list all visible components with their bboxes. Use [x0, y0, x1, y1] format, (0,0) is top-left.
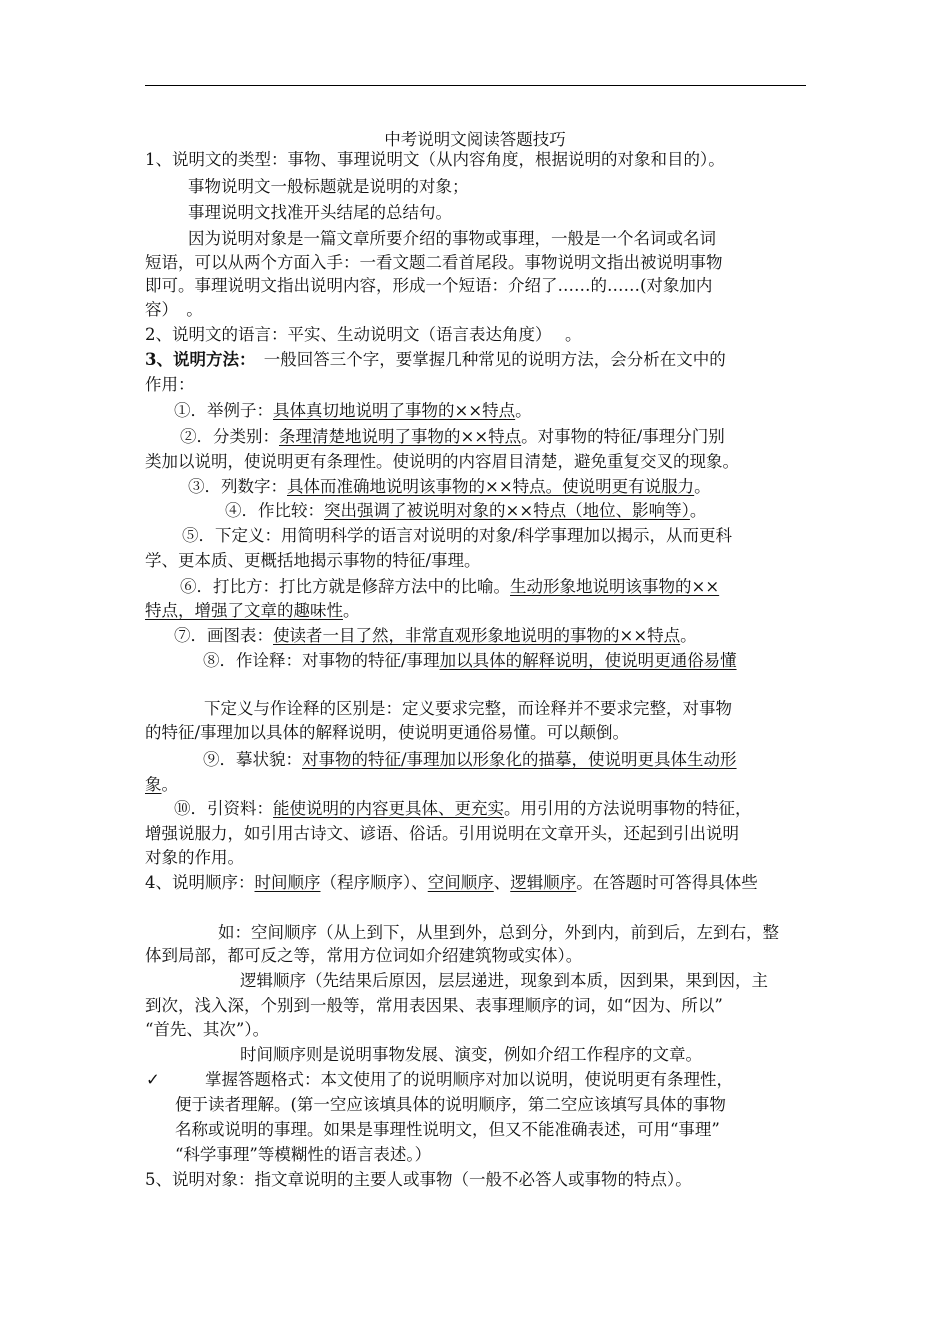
method-2-cont: 类加以说明，使说明更有条理性。使说明的内容眉目清楚，避免重复交叉的现象。: [145, 452, 739, 471]
logical-order-line2: 到次，浅入深，个别到一般等，常用表因果、表事理顺序的词，如“因为、所以”: [145, 996, 723, 1015]
method-10-cont1: 增强说服力，如引用古诗文、谚语、俗话。引用说明在文章开头，还起到引出说明: [145, 824, 739, 843]
method-3-effect: 具体而准确地说明该事物的××特点。使说明更有说服力: [287, 477, 695, 496]
method-9: ⑨．摹状貌：对事物的特征/事理加以形象化的描摹，使说明更具体生动形: [203, 750, 737, 769]
time-order-line: 时间顺序则是说明事物发展、演变，例如介绍工作程序的文章。: [240, 1045, 702, 1064]
method-4: ④．作比较：突出强调了被说明对象的××特点（地位、影响等）。: [225, 501, 707, 520]
answer-format-line1: 掌握答题格式：本文使用了的说明顺序对加以说明，使说明更有条理性，: [205, 1070, 733, 1089]
method-9-effect: 对事物的特征/事理加以形象化的描摹，使说明更具体生动形: [302, 750, 737, 769]
spatial-order-line2: 体到局部，都可反之等，常用方位词如介绍建筑物或实体）。: [145, 946, 583, 965]
s3-intro: 一般回答三个字，要掌握几种常见的说明方法，会分析在文中的: [247, 350, 726, 369]
s5-line: 5、说明对象：指文章说明的主要人或事物（一般不必答人或事物的特点）。: [145, 1170, 692, 1189]
s3-line2: 作用：: [145, 375, 195, 394]
method-2-effect: 条理清楚地说明了事物的××特点: [279, 427, 522, 446]
logical-order-line3: “首先、其次”）。: [145, 1020, 270, 1039]
method-6-cont: 特点，增强了文章的趣味性。: [145, 601, 360, 620]
method-7: ⑦．画图表：使读者一目了然，非常直观形象地说明的事物的××特点。: [174, 626, 697, 645]
method-2: ②．分类别：条理清楚地说明了事物的××特点。对事物的特征/事理分门别: [180, 427, 725, 446]
spatial-order-line1: 如：空间顺序（从上到下，从里到外，总到分，外到内，前到后，左到右，整: [218, 923, 779, 942]
method-9-cont: 象。: [145, 775, 178, 794]
logical-order-line1: 逻辑顺序（先结果后原因，层层递进，现象到本质，因到果，果到因，主: [240, 971, 768, 990]
s1-line1: 1、说明文的类型：事物、事理说明文（从内容角度，根据说明的对象和目的）。: [145, 150, 725, 169]
s3-heading: 3、说明方法：: [145, 350, 248, 369]
method-5-cont: 学、更本质、更概括地揭示事物的特征/事理。: [145, 551, 481, 570]
s2-line: 2、说明文的语言：平实、生动说明文（语言表达角度） 。: [145, 325, 582, 344]
answer-format-line2: 便于读者理解。(第一空应该填具体的说明顺序，第二空应该填写具体的事物: [175, 1095, 726, 1114]
s3-line1: [145, 350, 726, 370]
method-6-effect: 生动形象地说明该事物的××: [510, 577, 720, 596]
method-10: ⑩．引资料：能使说明的内容更具体、更充实。用引用的方法说明事物的特征，: [174, 799, 752, 818]
method-3: ③．列数字：具体而准确地说明该事物的××特点。使说明更有说服力。: [188, 477, 711, 496]
header-rule: [145, 85, 806, 86]
method-10-effect: 能使说明的内容更具体、更充实: [273, 799, 504, 818]
method-8-effect: 加以具体的解释说明，使说明更通俗易懂: [439, 651, 737, 670]
answer-format-line3: 名称或说明的事理。如果是事理性说明文，但又不能准确表述，可用“事理”: [175, 1120, 720, 1139]
define-vs-explain-line1: 下定义与作诠释的区别是：定义要求完整，而诠释并不要求完整，对事物: [204, 699, 732, 718]
s1-line2: 事物说明文一般标题就是说明的对象；: [188, 177, 469, 196]
s1-para-line2: 短语，可以从两个方面入手：一看文题二看首尾段。事物说明文指出被说明事物: [145, 253, 723, 272]
method-8: ⑧．作诠释：对事物的特征/事理加以具体的解释说明，使说明更通俗易懂: [203, 651, 737, 670]
s1-para-line3: 即可。事理说明文指出说明内容，形成一个短语：介绍了……的……(对象加内: [145, 276, 713, 295]
answer-format-line4: “科学事理”等模糊性的语言表述。）: [175, 1145, 432, 1164]
check-icon: ✓: [146, 1070, 160, 1089]
page-title: 中考说明文阅读答题技巧: [384, 130, 566, 149]
s1-line3: 事理说明文找准开头结尾的总结句。: [188, 203, 452, 222]
method-4-effect: 突出强调了被说明对象的××特点（地位、影响等）: [324, 501, 690, 520]
method-10-cont2: 对象的作用。: [145, 848, 244, 867]
s1-para-line4: 容） 。: [145, 300, 203, 319]
method-5: ⑤．下定义：用简明科学的语言对说明的对象/科学事理加以揭示，从而更科: [182, 526, 733, 545]
s4-line1: 4、说明顺序：时间顺序（程序顺序）、空间顺序、逻辑顺序。在答题时可答得具体些: [145, 873, 758, 892]
define-vs-explain-line2: 的特征/事理加以具体的解释说明，使说明更通俗易懂。可以颠倒。: [145, 723, 630, 742]
method-1-effect: 具体真切地说明了事物的××特点: [273, 401, 516, 420]
method-6: ⑥．打比方：打比方就是修辞方法中的比喻。生动形象地说明该事物的××: [180, 577, 720, 596]
method-1: ①．举例子：具体真切地说明了事物的××特点。: [174, 401, 532, 420]
s1-para-line1: 因为说明对象是一篇文章所要介绍的事物或事理，一般是一个名词或名词: [188, 229, 716, 248]
method-7-effect: 使读者一目了然，非常直观形象地说明的事物的××特点: [273, 626, 681, 645]
